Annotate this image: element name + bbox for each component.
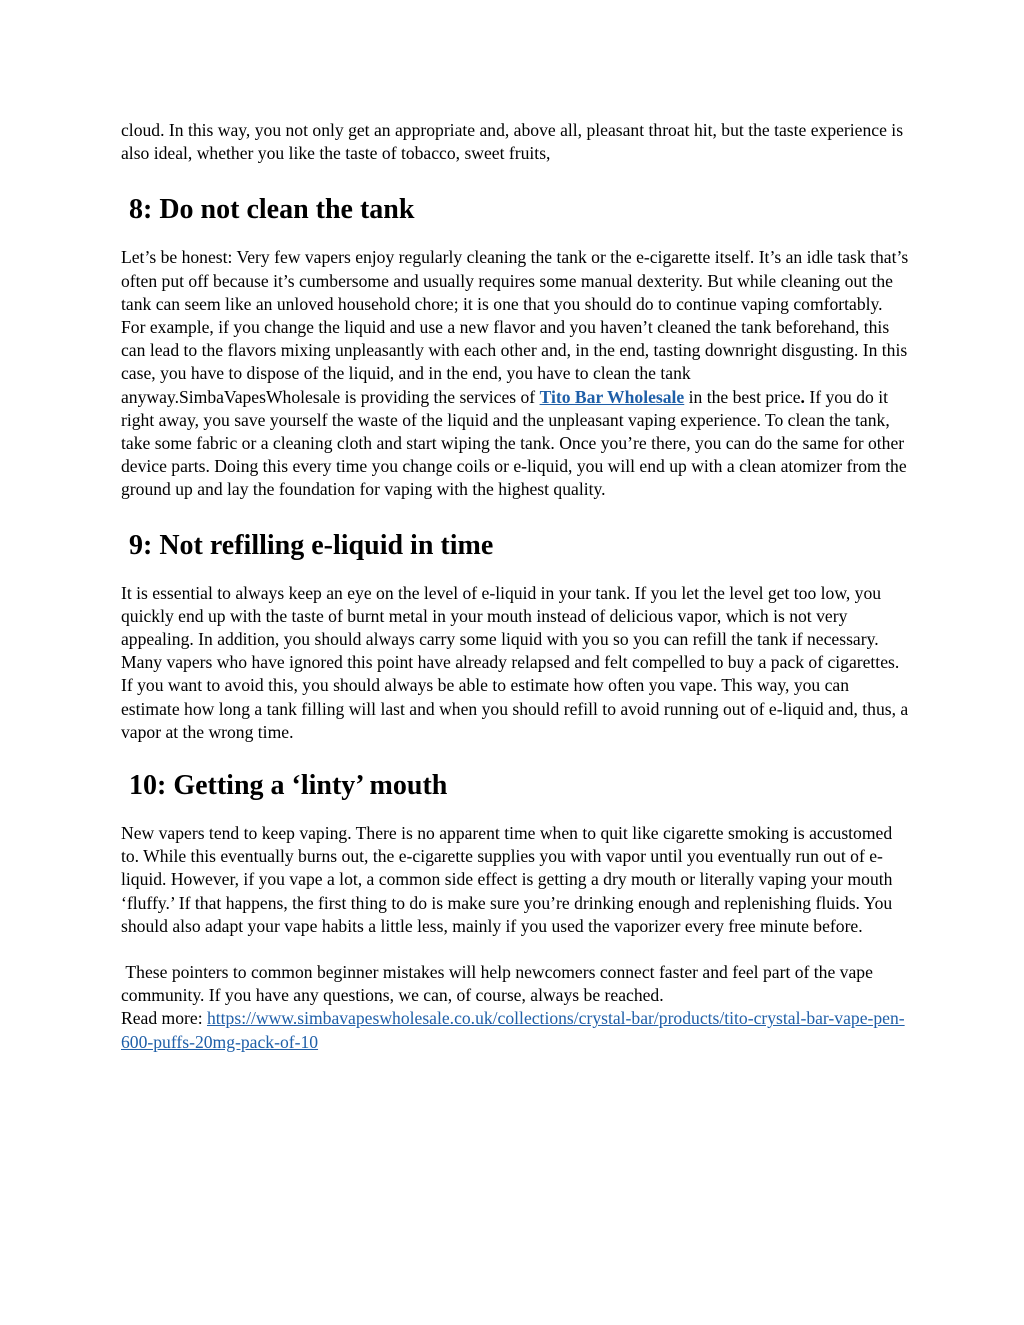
section-8-heading: 8: Do not clean the tank [129, 194, 415, 226]
section-9-heading: 9: Not refilling e-liquid in time [129, 529, 494, 561]
section-8-text-before-link: Let’s be honest: Very few vapers enjoy regularly cleaning the tank or the e-cigarette itself. It’s an idle task that’s often put off because it’s cumbersome and usually requires some manual dexterity. But while cleaning out the tank can seem like an unloved household chore; it is one that you should do to continue vaping comfortably. For example, if you change the liquid and use a new flavor and you haven’t cleaned the tank beforehand, this can lead to the flavors mixing unpleasantly with each other and, in the end, tasting downright disgusting. In this case, you have to dispose of the liquid, and in the end, you have to clean the tank anyway.SimbaVapesWholesale is providing the services of [121, 247, 909, 407]
read-more-url-link[interactable]: https://www.simbavapeswholesale.co.uk/collections/crystal-bar/products/tito-crystal-bar-vape-pen-600-puffs-20mg-pack-of-10 [121, 1008, 905, 1052]
section-8-text-after-link: in the best price [684, 386, 801, 407]
closing-text: These pointers to common beginner mistakes will help newcomers connect faster and feel part of the vape community. If you have any questions, we can, of course, always be reached. [121, 962, 878, 1006]
section-8-bold-period: . [800, 386, 805, 407]
section-8-paragraph [121, 246, 911, 501]
section-9-paragraph: It is essential to always keep an eye on the level of e-liquid in your tank. If you let the level get too low, you quickly end up with the taste of burnt metal in your mouth instead of delicious vapor, which is not very appealing. In addition, you should always carry some liquid with you so you can refill the tank if necessary. Many vapers who have ignored this point have already relapsed and felt compelled to buy a pack of cigarettes. If you want to avoid this, you should always be able to estimate how often you vape. This way, you can estimate how long a tank filling will last and when you should refill to avoid running out of e-liquid and, thus, a vapor at the wrong time. [121, 582, 909, 742]
section-10-paragraph: New vapers tend to keep vaping. There is no apparent time when to quit like cigarette smoking is accustomed to. While this eventually burns out, the e-cigarette supplies you with vapor until you eventually run out of e-liquid. However, if you vape a lot, a common side effect is getting a dry mouth or literally vaping your mouth ‘fluffy.’ If that happens, the first thing to do is make sure you’re drinking enough and replenishing fluids. You should also adapt your vape habits a little less, mainly if you used the vaporizer every free minute before. [121, 823, 893, 936]
read-more-label: Read more: [121, 1008, 207, 1029]
intro-paragraph: cloud. In this way, you not only get an appropriate and, above all, pleasant throat hit, but the taste experience is also ideal, whether you like the taste of tobacco, sweet fruits, [121, 120, 904, 164]
document-page [121, 119, 911, 1054]
tito-bar-wholesale-link[interactable]: Tito Bar Wholesale [539, 386, 685, 407]
section-8-text-end: If you do it right away, you save yourself the waste of the liquid and the unpleasant vaping experience. To clean the tank, take some fabric or a cleaning cloth and start wiping the tank. Once you’re there, you can do the same for other device parts. Doing this every time you change coils or e-liquid, you will end up with a clean atomizer from the ground up and lay the foundation for vaping with the highest quality. [121, 386, 907, 500]
section-10-heading: 10: Getting a ‘linty’ mouth [129, 770, 448, 802]
closing-paragraph [121, 961, 911, 1054]
